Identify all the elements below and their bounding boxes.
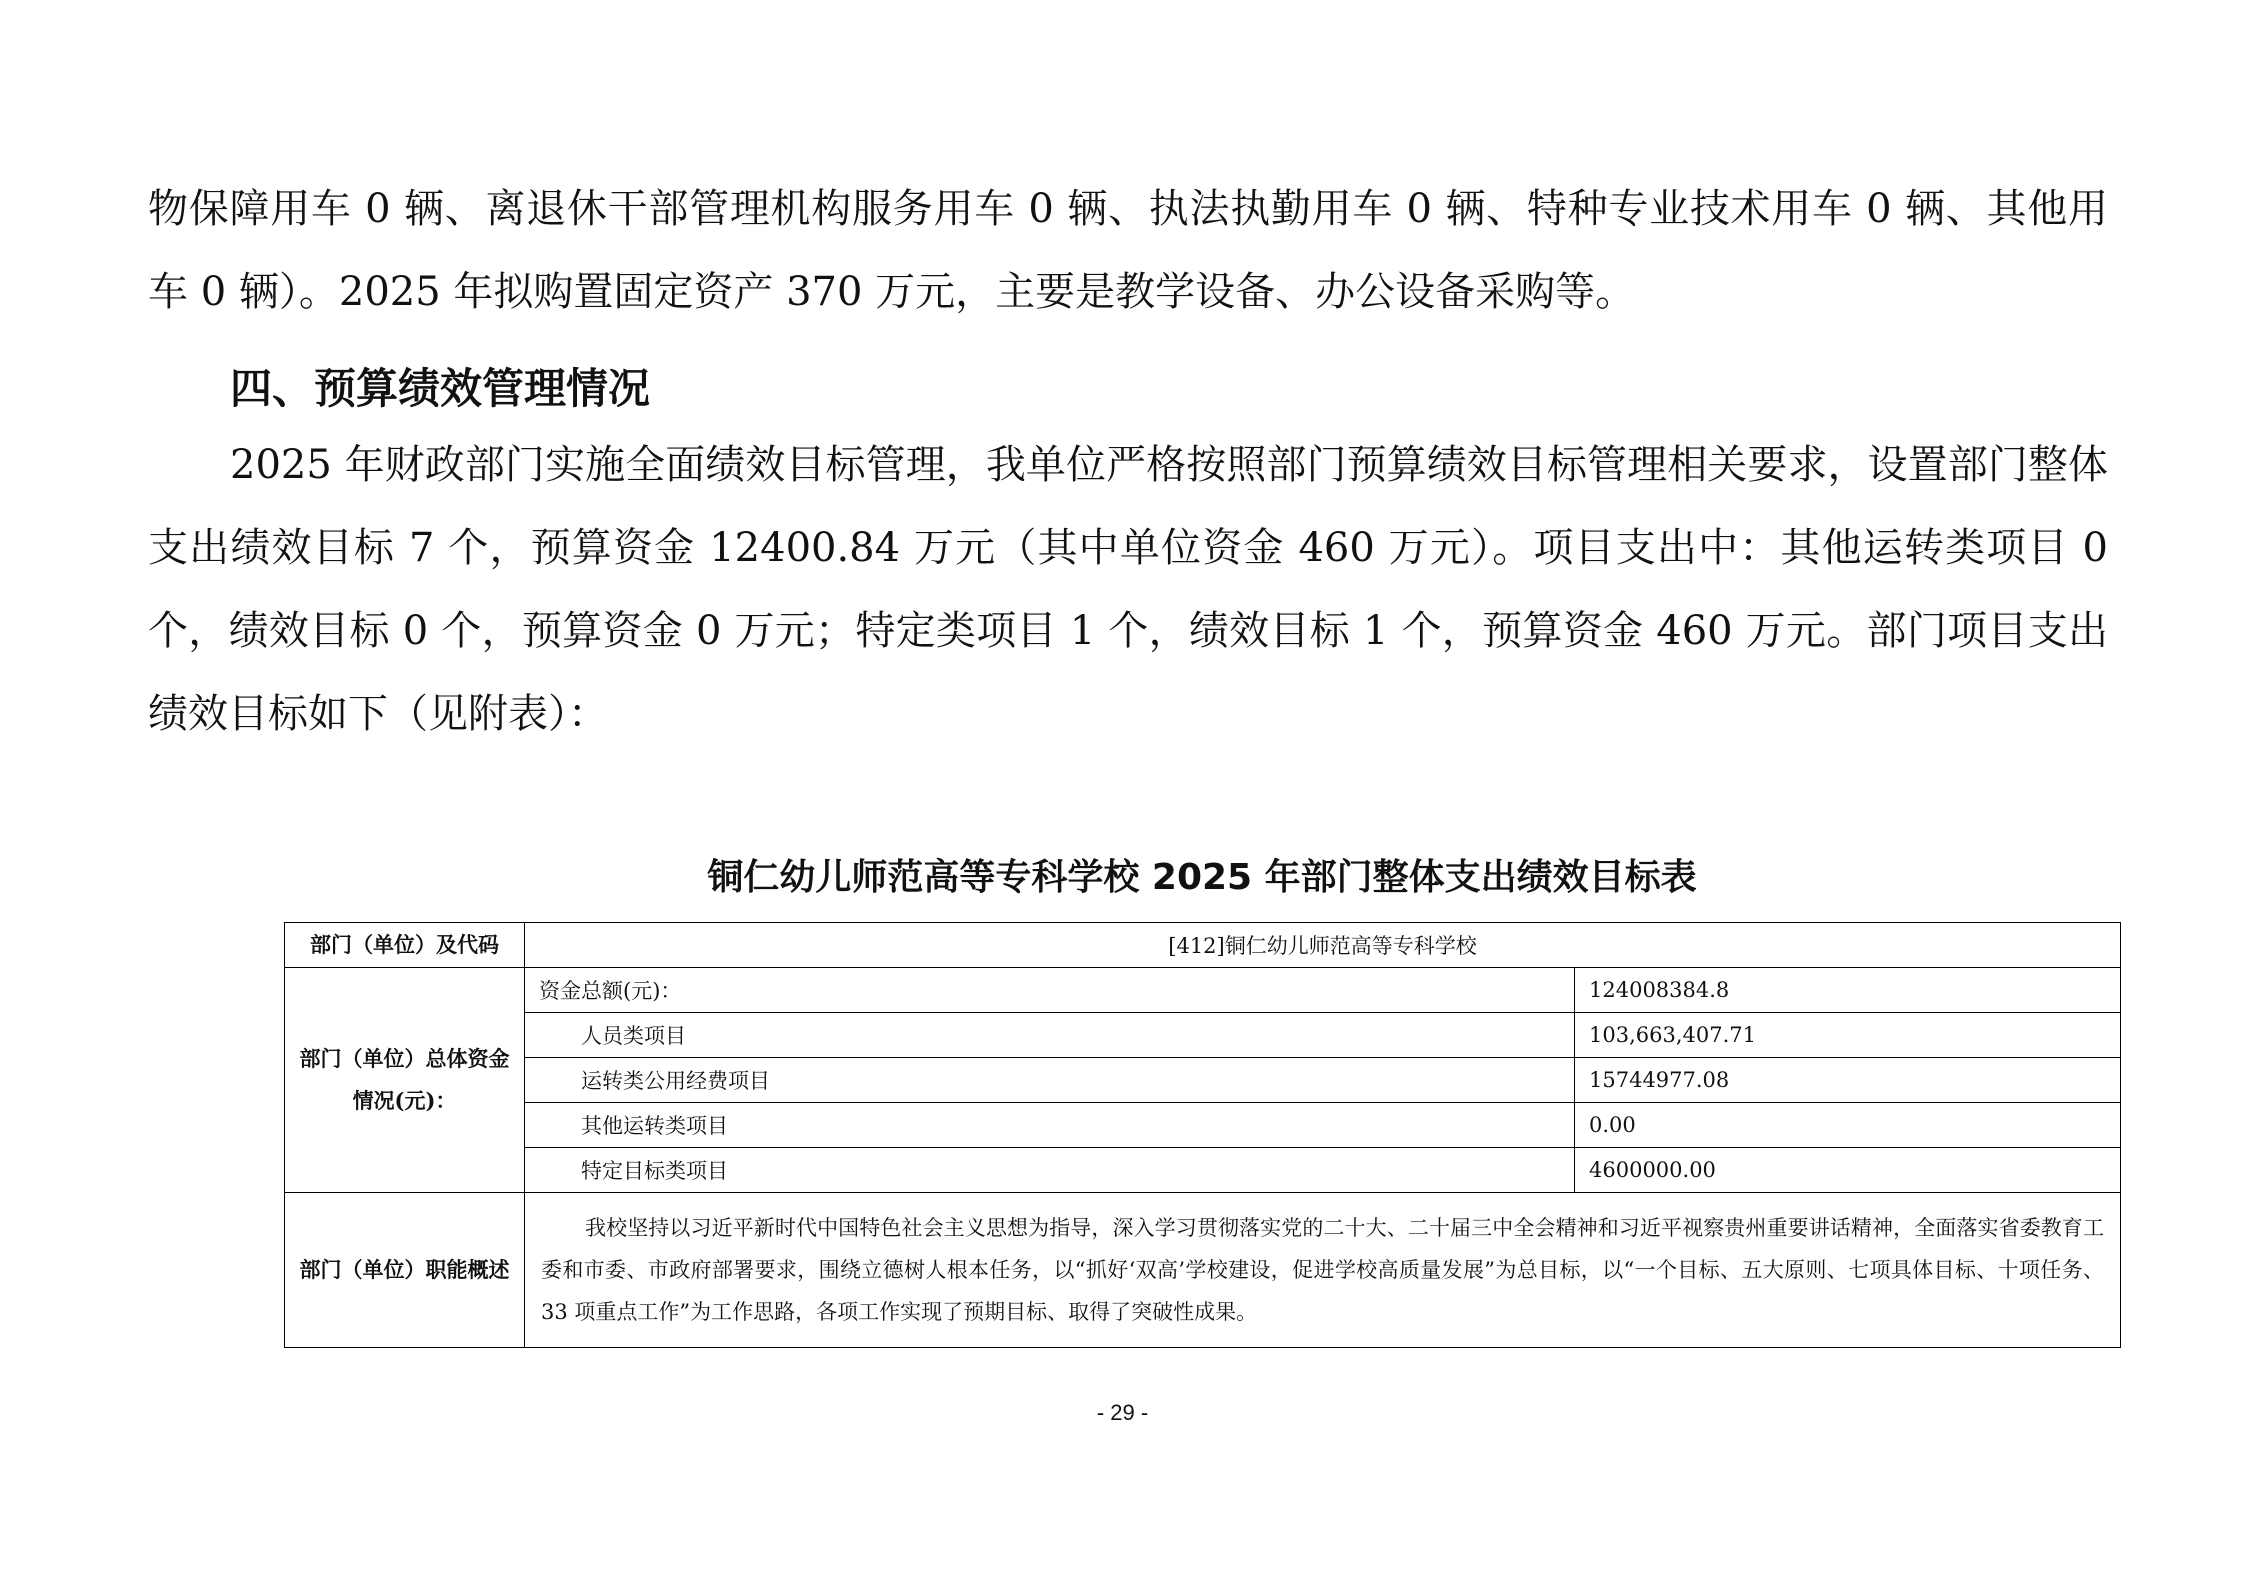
function-text-cell: 我校坚持以习近平新时代中国特色社会主义思想为指导，深入学习贯彻落实党的二十大、二十届三中全会精神和习近平视察贵州重要讲话精神，全面落实省委教育工委和市委、市政府部署要求，围绕立德树人根本任务，以“抓好‘双高’学校建设，促进学校高质量发展”为总目标，以“一个目标、五大原则、七项具体目标、十项任务、33 项重点工作”为工作思路，各项工作实现了预期目标、取得了突破性成果。: [525, 1193, 2121, 1348]
dept-value-cell: [412]铜仁幼儿师范高等专科学校: [525, 923, 2121, 968]
table-row: [285, 968, 2121, 1013]
body-paragraph-performance: 2025 年财政部门实施全面绩效目标管理，我单位严格按照部门预算绩效目标管理相关要求，设置部门整体支出绩效目标 7 个，预算资金 12400.84 万元（其中单位资金 460 万元）。项目支出中：其他运转类项目 0 个，绩效目标 0 个，预算资金 0 万元；特定类项目 1 个，绩效目标 1 个，预算资金 460 万元。部门项目支出绩效目标如下（见附表）：: [148, 442, 2108, 737]
funds-item-label: 人员类项目: [525, 1013, 1575, 1058]
funds-item-label: 其他运转类项目: [525, 1103, 1575, 1148]
funds-item-value: 0.00: [1575, 1103, 2121, 1148]
funds-item-label: 特定目标类项目: [525, 1148, 1575, 1193]
body-paragraph-vehicles: 物保障用车 0 辆、离退休干部管理机构服务用车 0 辆、执法执勤用车 0 辆、特种专业技术用车 0 辆、其他用车 0 辆）。2025 年拟购置固定资产 370 万元，主要是教学设备、办公设备采购等。: [148, 186, 2108, 315]
funds-item-value: 4600000.00: [1575, 1148, 2121, 1193]
funds-item-label: 资金总额(元)：: [525, 968, 1575, 1013]
section-heading: 四、预算绩效管理情况: [230, 364, 651, 413]
funds-item-value: 124008384.8: [1575, 968, 2121, 1013]
performance-target-table: [284, 922, 2121, 1348]
table-row: [285, 1148, 2121, 1193]
table-row: [285, 923, 2121, 968]
dept-label-cell: 部门（单位）及代码: [285, 923, 525, 968]
table-row: [285, 1058, 2121, 1103]
table-row: [285, 1103, 2121, 1148]
page-number: - 29 -: [1096, 1400, 1149, 1425]
table-title: 铜仁幼儿师范高等专科学校 2025 年部门整体支出绩效目标表: [707, 857, 1697, 898]
funds-item-value: 15744977.08: [1575, 1058, 2121, 1103]
funds-label-cell: 部门（单位）总体资金情况(元)：: [285, 968, 525, 1193]
funds-item-value: 103,663,407.71: [1575, 1013, 2121, 1058]
table-row: [285, 1193, 2121, 1348]
function-label-cell: 部门（单位）职能概述: [285, 1193, 525, 1348]
table-row: [285, 1013, 2121, 1058]
funds-item-label: 运转类公用经费项目: [525, 1058, 1575, 1103]
